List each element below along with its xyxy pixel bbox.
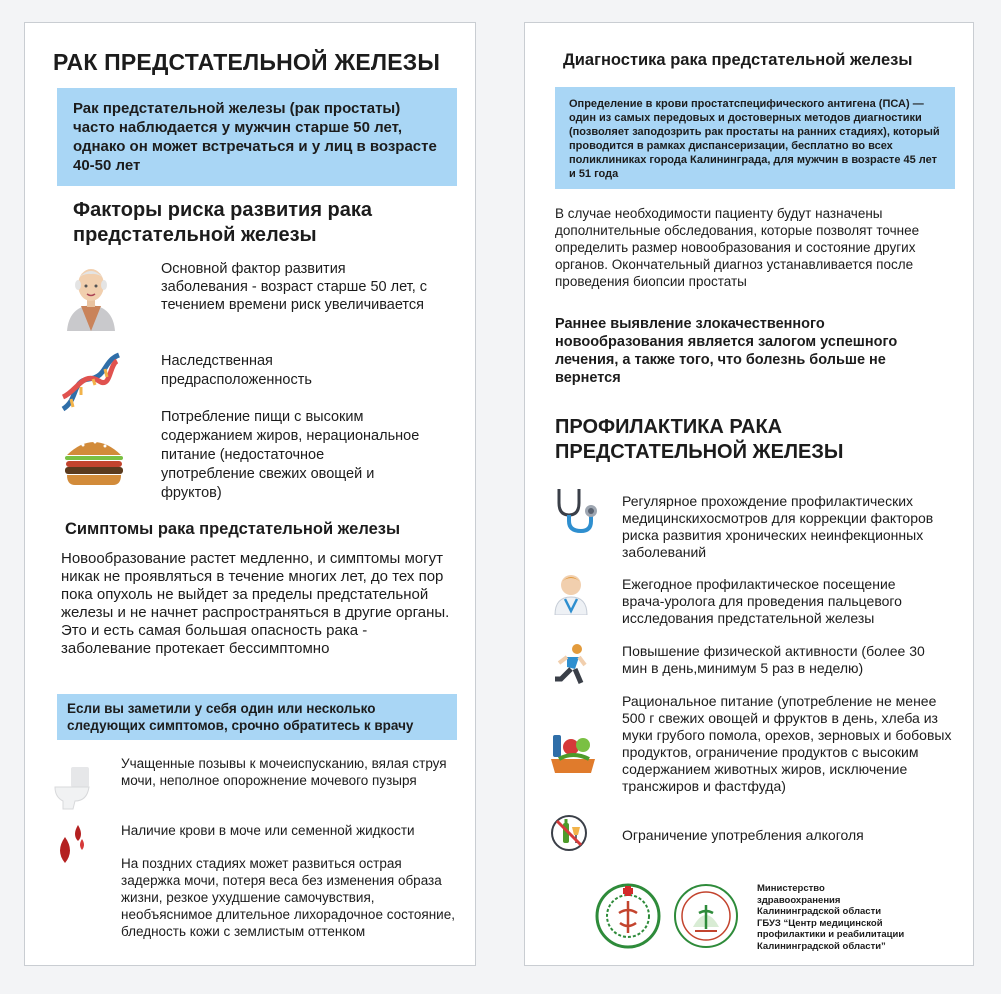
organization-text: Министерство здравоохранения Калининградской области ГБУЗ “Центр медицинской профилактики и реабилитации Калининградской области” [757,883,905,952]
symptom-item-urination: Учащенные позывы к мочеиспусканию, вялая струя мочи, неполное опорожнение мочевого пузыря [121,756,447,788]
early-detection-text: Раннее выявление злокачественного новообразования является залогом успешного лечения, а также того, что болезнь больше не вернется [555,316,898,386]
dna-icon [59,351,123,413]
no-alcohol-icon [549,813,589,853]
center-emblem-icon [673,883,739,949]
prevention-item-nutrition: Рациональное питание (употребление не менее 500 г свежих овощей и фруктов в день, хлеба из муки грубого помола, орехов, зерновых и бобовых продуктов, ограничение продуктов с высоким содержанием животных жиров, исключение трансжиров и фастфуда) [622,693,952,794]
vegetables-icon [549,729,597,775]
prevention-item-checkups: Регулярное прохождение профилактических медицинскихосмотров для коррекции факторов риска развития хронических неинфекционных заболеваний [622,493,934,560]
alert-box: Если вы заметили у себя один или несколько следующих симптомов, срочно обратитесь к врачу [57,694,457,740]
runner-icon [551,643,591,687]
symptoms-title: Симптомы рака предстательной железы [65,520,401,538]
diagnostics-text: В случае необходимости пациенту будут назначены дополнительные обследования, которые позволят точнее определить размер новообразования и состояние других органов. Окончательный диагноз устанавливается после проведения биопсии простаты [555,206,920,289]
blood-drops-icon [53,823,89,865]
burger-icon [63,435,125,487]
symptom-item-late-stage: На поздних стадиях может развиться острая задержка мочи, потеря веса без изменения образа жизни, резкое ухудшение самочувствия, необъяснимое длительное лихорадочное состояние, бледность кожи с землистым оттенком [121,856,455,939]
prevention-title: ПРОФИЛАКТИКА РАКА ПРЕДСТАТЕЛЬНОЙ ЖЕЛЕЗЫ [555,416,844,463]
stethoscope-icon [551,487,599,535]
toilet-icon [53,765,93,811]
doctor-icon [551,571,591,615]
risk-item-age: Основной фактор развития заболевания - возраст старше 50 лет, с течением времени риск увеличивается [161,261,427,313]
risk-item-diet: Потребление пищи с высоким содержанием жиров, нерациональное питание (недостаточное употребление свежих овощей и фруктов) [161,409,420,501]
ministry-emblem-icon [595,883,661,949]
prevention-item-activity: Повышение физической активности (более 30 мин в день,минимум 5 раз в неделю) [622,643,925,676]
intro-box: Рак предстательной железы (рак простаты) часто наблюдается у мужчин старше 50 лет, однако он может встречаться и у лиц в возрасте 40-50 лет [57,88,457,186]
elderly-man-icon [65,265,117,331]
left-panel [24,22,476,966]
prevention-item-alcohol: Ограничение употребления алкоголя [622,827,864,843]
symptom-item-blood: Наличие крови в моче или семенной жидкости [121,823,415,838]
risk-factors-title: Факторы риска развития рака предстательной железы [73,199,373,246]
right-panel [524,22,974,966]
prevention-item-urologist: Ежегодное профилактическое посещение врача-уролога для проведения пальцевого исследования предстательной железы [622,576,902,626]
main-title: РАК ПРЕДСТАТЕЛЬНОЙ ЖЕЛЕЗЫ [53,49,441,75]
symptoms-text: Новообразование растет медленно, и симптомы могут никак не проявляться в течение многих лет, до тех пор пока опухоль не выйдет за пределы предстательной железы и не начнет распространяться в другие органы. Это и есть самая большая опасность рака - заболевание протекает бессимптомно [61,550,450,657]
risk-item-heredity: Наследственная предрасположенность [161,353,312,388]
psa-box: Определение в крови простатспецифического антигена (ПСА) — один из самых передовых и достоверных методов диагностики (позволяет заподозрить рак простаты на ранних стадиях), который проводится в рамках диспансеризации, бесплатно во всех поликлиниках города Калининграда, для мужчин в возрасте 45 лет и 51 года [555,87,955,189]
diagnostics-title: Диагностика рака предстательной железы [563,51,913,69]
